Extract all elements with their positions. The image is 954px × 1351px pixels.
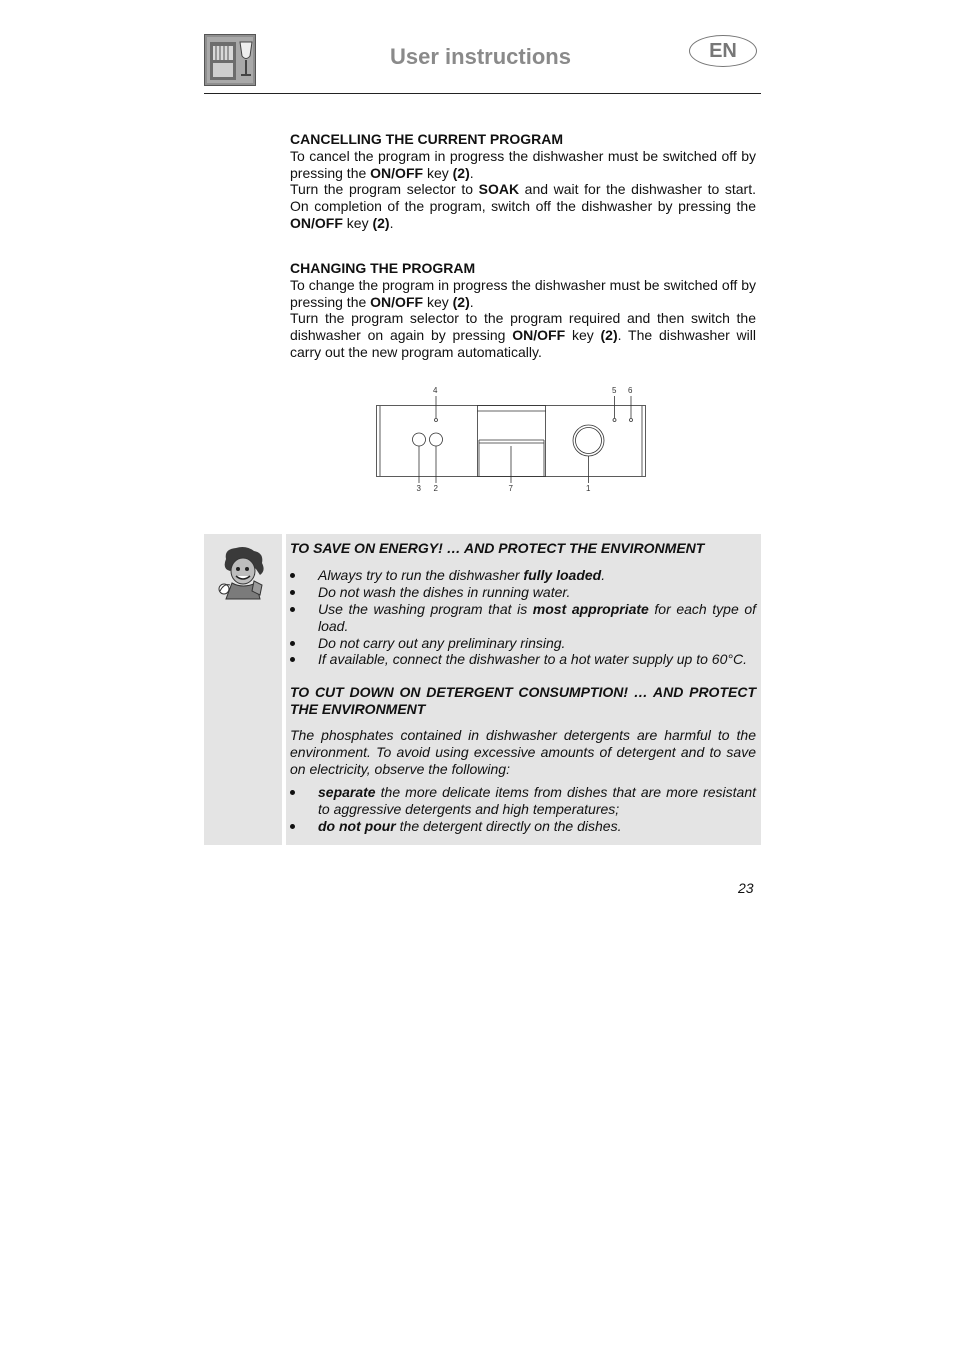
callout-1: 1 <box>586 484 591 493</box>
change-section <box>290 260 756 361</box>
detergent-heading: TO CUT DOWN ON DETERGENT CONSUMPTION! … AND PROTECT THE ENVIRONMENT <box>290 684 756 718</box>
callout-4: 4 <box>433 386 438 395</box>
energy-saver-character-icon <box>216 545 268 601</box>
header-divider <box>204 93 761 94</box>
environment-tips <box>290 540 756 835</box>
callout-5: 5 <box>612 386 617 395</box>
callout-7: 7 <box>508 484 513 493</box>
callout-3: 3 <box>416 484 421 493</box>
energy-item: Use the washing program that is most appropriate for each type of load. <box>290 601 756 635</box>
detergent-intro: The phosphates contained in dishwasher detergents are harmful to the environment. To avoid using excessive amounts of detergent and to save on electricity, observe the following: <box>290 727 756 777</box>
led-5 <box>613 419 616 422</box>
energy-list <box>290 567 756 668</box>
callout-6: 6 <box>628 386 633 395</box>
energy-item: Do not wash the dishes in running water. <box>290 584 756 601</box>
energy-item: If available, connect the dishwasher to a hot water supply up to 60°C. <box>290 651 756 668</box>
button-3 <box>413 433 426 446</box>
cancel-paragraph-2: Turn the program selector to SOAK and wait for the dishwasher to start. On completion of the program, switch off the dishwasher by pressing the ON/OFF key (2). <box>290 181 756 231</box>
cancel-heading: CANCELLING THE CURRENT PROGRAM <box>290 131 563 147</box>
cancel-section <box>290 131 756 232</box>
led-6 <box>630 419 633 422</box>
handle-recess <box>478 406 546 477</box>
control-panel-diagram <box>376 382 648 494</box>
energy-heading: TO SAVE ON ENERGY! … AND PROTECT THE ENVIRONMENT <box>290 540 705 556</box>
callout-2: 2 <box>433 484 438 493</box>
led-4 <box>435 419 438 422</box>
detergent-item: separate the more delicate items from dishes that are more resistant to aggressive detergents and high temperatures; <box>290 784 756 818</box>
button-2-on-off <box>430 433 443 446</box>
change-paragraph-1: To change the program in progress the dishwasher must be switched off by pressing the ON/OFF key (2). <box>290 277 756 310</box>
change-paragraph-2: Turn the program selector to the program required and then switch the dishwasher on again by pressing ON/OFF key (2). The dishwasher will carry out the new program automatically. <box>290 310 757 360</box>
detergent-item: do not pour the detergent directly on the dishes. <box>290 818 756 835</box>
page-number: 23 <box>738 880 754 896</box>
change-heading: CHANGING THE PROGRAM <box>290 260 476 276</box>
page-title: User instructions <box>390 44 571 69</box>
energy-item: Do not carry out any preliminary rinsing. <box>290 635 756 652</box>
detergent-list <box>290 784 756 835</box>
program-selector-knob <box>573 425 604 456</box>
dishwasher-logo-icon <box>204 34 256 86</box>
energy-item: Always try to run the dishwasher fully loaded. <box>290 567 756 584</box>
cancel-paragraph-1: To cancel the program in progress the dishwasher must be switched off by pressing the ON/OFF key (2). <box>290 148 756 181</box>
language-badge: EN <box>689 35 757 67</box>
